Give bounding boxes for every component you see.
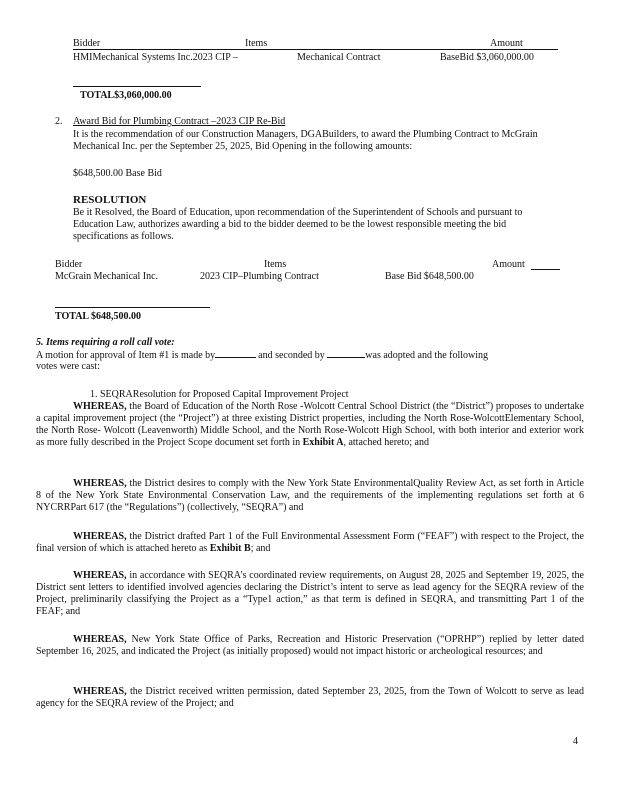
- table2-amount-rule: [531, 269, 560, 270]
- table2-total: TOTAL $648,500.00: [55, 311, 142, 322]
- table2-row-amount: Base Bid $648,500.00: [385, 271, 474, 282]
- table1-header-items: Items: [245, 38, 268, 49]
- seqra-paragraph-3: WHEREAS, the District drafted Part 1 of the Full Environmental Assessment Form (“FEAF”) with respect to the Project, the final version of which is attached hereto as Exhibit B; and: [36, 531, 584, 554]
- page-number: 4: [573, 736, 578, 747]
- table1-total: TOTAL$3,060,000.00: [80, 90, 172, 101]
- table1-total-rule: [73, 86, 201, 87]
- table2-row-items: 2023 CIP–Plumbing Contract: [200, 271, 319, 282]
- seqra-paragraph-6: WHEREAS, the District received written permission, dated September 23, 2025, from the Town of Wolcott to serve as lead agency for the SEQRA review of the Project; and: [36, 686, 584, 709]
- seqra-paragraph-2: WHEREAS, the District desires to comply with the New York State EnvironmentalQuality Review Act, as set forth in Article 8 of the New York State Environmental Conservation Law, and the requirements of the implementing regulations set forth at 6 NYCRRPart 617 (the “Regulations”) (collectively, “SEQRA”) and: [36, 478, 584, 513]
- table2-total-rule: [55, 307, 210, 308]
- table1-row-amount: BaseBid $3,060,000.00: [440, 52, 534, 63]
- table2-header-amount: Amount: [492, 259, 525, 270]
- table1-row-items: Mechanical Contract: [297, 52, 381, 63]
- item2-number: 2.: [55, 116, 63, 127]
- seqra-paragraph-1: WHEREAS, the Board of Education of the North Rose -Wolcott Central School District (the “District”) proposes to undertake a capital improvement project (the “Project”) at three existing District properties, including the North Rose-WolcottElementary School, the North Rose- Wolcott (Leavenworth) Middle School, and the North Rose-Wolcott High School, with both interior and exterior work as more fully described in the Project Scope document set forth in Exhibit A, attached hereto; and: [36, 401, 584, 448]
- resolution-heading: RESOLUTION: [73, 194, 147, 206]
- table2-header-bidder: Bidder: [55, 259, 83, 270]
- table1-header-bidder: Bidder: [73, 38, 101, 49]
- resolution-text: Be it Resolved, the Board of Education, upon recommendation of the Superintendent of Schools and pursuant to Education Law, authorizes awarding a bid to the bidder deemed to be the lowest responsible meeting the bid specifications as follows.: [73, 207, 523, 242]
- table1-row-bidder: HMIMechanical Systems Inc.2023 CIP –: [73, 52, 238, 63]
- seqra-paragraph-4: WHEREAS, in accordance with SEQRA’s coordinated review requirements, on August 28, 2025 and September 19, 2025, the District sent letters to identified involved agencies declaring the District’s intent to serve as lead agency for the SEQRA review of the Project, preliminarily classifying the Project as a “Type1 action,” as that term is defined in SEQRA, and transmitting Part 1 of the FEAF; and: [36, 570, 584, 617]
- item5-heading: 5. Items requiring a roll call vote:: [36, 337, 175, 348]
- table1-header-amount: Amount: [490, 38, 523, 49]
- table1-header-rule: [73, 49, 558, 50]
- item5-motion-line1: A motion for approval of Item #1 is made by and seconded by was adopted and the following: [36, 350, 489, 361]
- item5-motion-line2: votes were cast:: [36, 361, 100, 372]
- seqra-title: 1. SEQRAResolution for Proposed Capital Improvement Project: [90, 389, 349, 400]
- seqra-paragraph-5: WHEREAS, New York State Office of Parks, Recreation and Historic Preservation (“OPRHP”) replied by letter dated September 16, 2025, and indicated the Project (as initially proposed) would not impact historic or archeological resources; and: [36, 634, 584, 657]
- table2-row-bidder: McGrain Mechanical Inc.: [55, 271, 159, 282]
- item2-text: It is the recommendation of our Construction Managers, DGABuilders, to award the Plumbing Contract to McGrain Mechanical Inc. per the September 25, 2025, Bid Opening in the following amounts:: [73, 129, 538, 152]
- item2-title: Award Bid for Plumbing Contract –2023 CIP Re-Bid: [73, 116, 286, 127]
- table2-header-items: Items: [264, 259, 287, 270]
- item2-base-bid: $648,500.00 Base Bid: [73, 168, 162, 179]
